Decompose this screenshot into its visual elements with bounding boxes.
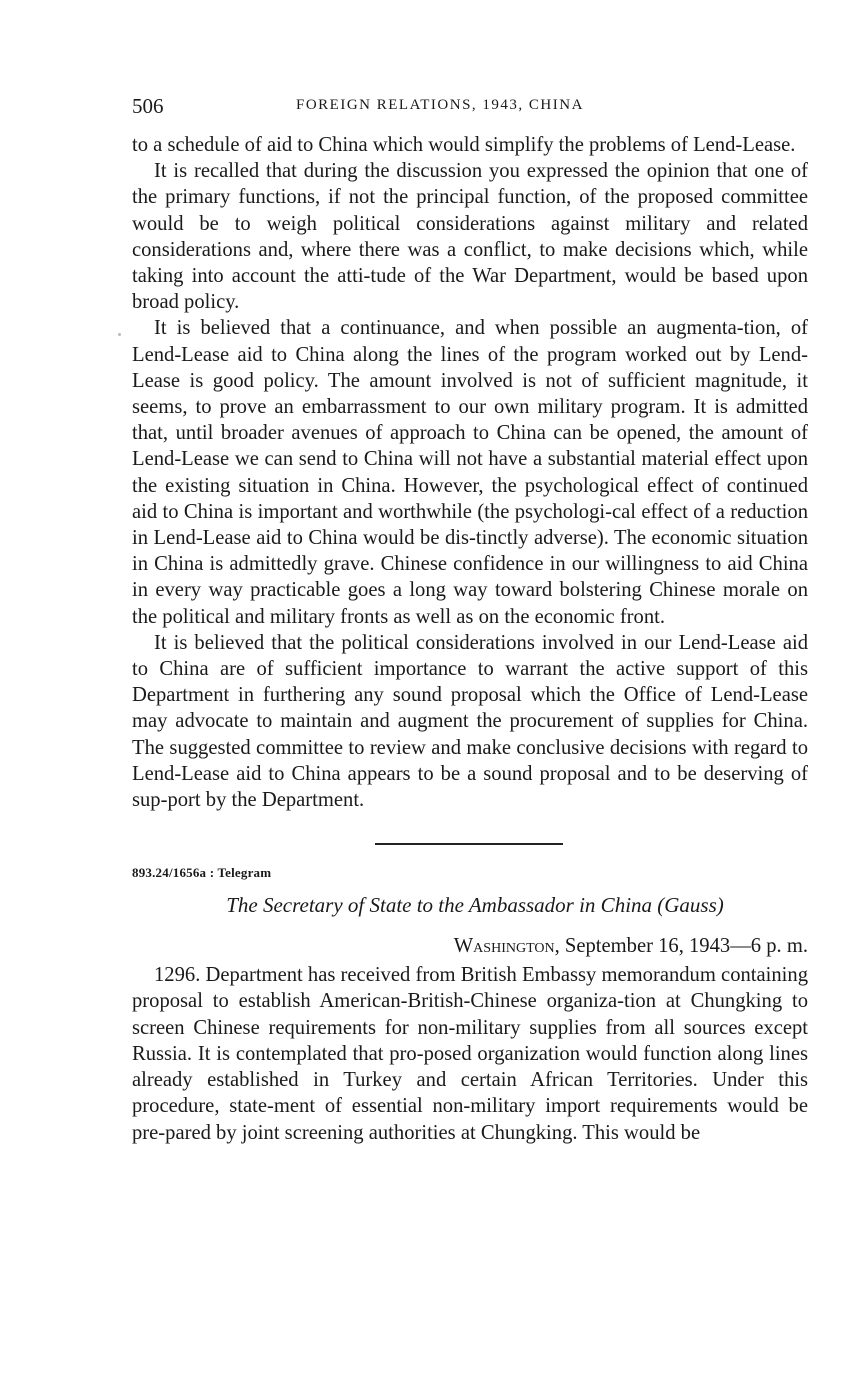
- paragraph: 1296. Department has received from British Embassy memorandum containing proposal to establish American-British-Chinese organiza-tion at Chungking to screen Chinese requirements for non-military supplies from all sources except Russia. It is contemplated that pro-posed organization would function along lines already established in Turkey and certain African Territories. Under this procedure, state-ment of essential non-military import requirements would be pre-pared by joint screening authorities at Chungking. This would be: [132, 964, 808, 1144]
- paragraph-continued: to a schedule of aid to China which would simplify the problems of Lend-Lease.: [132, 134, 796, 156]
- dateline-date: , September 16, 1943—6 p. m.: [554, 935, 808, 958]
- page-number: 506: [132, 94, 164, 118]
- dateline: [132, 935, 808, 958]
- page-header: [132, 88, 808, 118]
- paragraph: It is believed that the political considerations involved in our Lend-Lease aid to China are of sufficient importance to warrant the active support of this Department in furthering any sound proposal which the Office of Lend-Lease may advocate to maintain and augment the procurement of supplies for China. The suggested committee to review and make conclusive decisions with regard to Lend-Lease aid to China appears to be a sound proposal and to be deserving of sup-port by the Department.: [132, 631, 808, 812]
- document-page: [132, 88, 808, 1146]
- paragraph: It is believed that a continuance, and when possible an augmenta-tion, of Lend-Lease aid to China along the lines of the program worked out by Lend-Lease is good policy. The amount involved is not of sufficient magnitude, it seems, to prove an embarrassment to our own military program. It is admitted that, until broader avenues of approach to China can be opened, the amount of Lend-Lease we can send to China will not have a substantial material effect upon the existing situation in China. However, the psychological effect of continued aid to China is important and worthwhile (the psychologi-cal effect of a reduction in Lend-Lease aid to China would be dis-tinctly adverse). The economic situation in China is admittedly grave. Chinese confidence in our willingness to aid China in every way practicable goes a long way toward bolstering Chinese morale on the political and military fronts as well as on the economic front.: [132, 317, 808, 628]
- margin-speck: [118, 333, 121, 336]
- memo-body: [132, 132, 808, 813]
- dateline-place: Washington: [453, 935, 555, 958]
- file-reference: 893.24/1656a : Telegram: [132, 865, 272, 881]
- paragraph: It is recalled that during the discussion you expressed the opinion that one of the primary functions, if not the principal function, of the proposed committee would be to weigh political considerations against military and related considerations and, where there was a conflict, to make decisions which, while taking into account the atti-tude of the War Department, would be based upon broad policy.: [132, 160, 808, 314]
- document-title: The Secretary of State to the Ambassador in China (Gauss): [226, 893, 724, 918]
- telegram-body: [132, 962, 808, 1145]
- section-divider: [375, 843, 563, 845]
- running-title: FOREIGN RELATIONS, 1943, CHINA: [296, 97, 584, 113]
